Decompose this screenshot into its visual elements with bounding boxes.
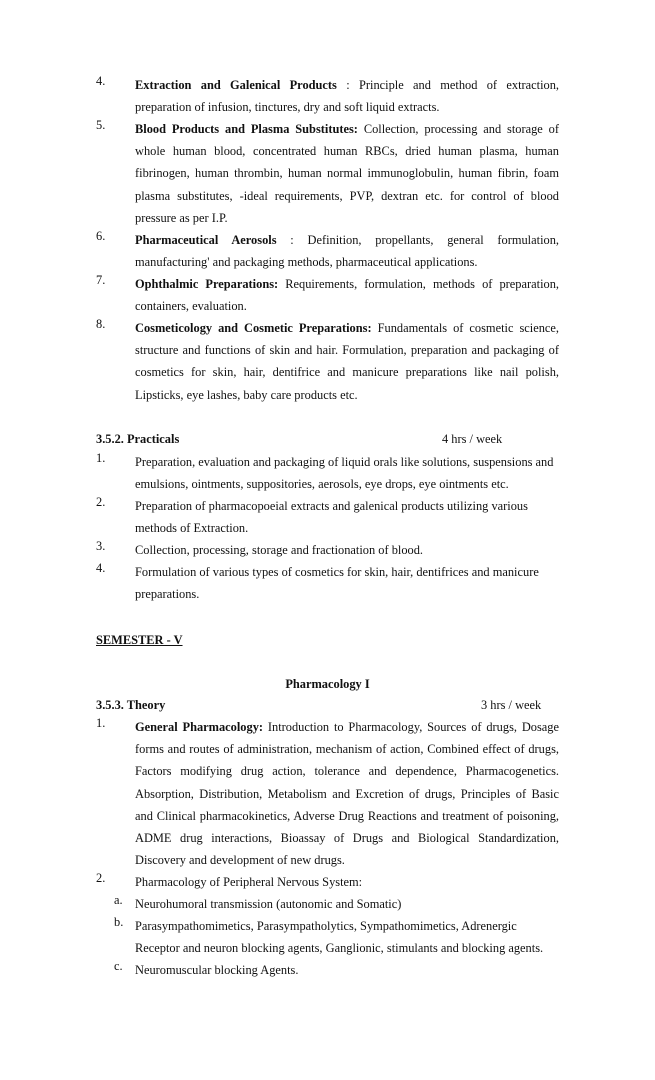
- sub-item-b: [114, 915, 559, 959]
- practical-item-1: [96, 451, 556, 495]
- theory-hours: 3 hrs / week: [481, 698, 542, 712]
- item-title: Blood Products and Plasma Substitutes:: [135, 122, 358, 136]
- item-title: Pharmaceutical Aerosols: [135, 233, 277, 247]
- item-separator: :: [336, 78, 359, 92]
- item-number: 7.: [96, 273, 106, 287]
- sub-item-letter: b.: [114, 915, 124, 929]
- semester-heading: SEMESTER - V: [96, 633, 183, 647]
- item-number: 2.: [96, 495, 106, 509]
- item-number: 3.: [96, 539, 106, 553]
- sub-item-text: Neurohumoral transmission (autonomic and Somatic): [135, 897, 402, 911]
- item-number: 6.: [96, 229, 106, 243]
- item-text: Pharmacology of Peripheral Nervous System:: [135, 875, 363, 889]
- theory-item-8: [96, 317, 559, 406]
- theory-heading: 3.5.3. Theory: [96, 698, 166, 712]
- item-text: Principle and method of extraction, preparation of infusion, tinctures, dry and soft liquid extracts.: [135, 78, 560, 115]
- theory-item-5: [96, 118, 559, 229]
- item-title: Cosmeticology and Cosmetic Preparations:: [135, 321, 372, 335]
- item-text: Preparation of pharmacopoeial extracts and galenical products utilizing various methods of Extraction.: [135, 499, 528, 536]
- item-number: 2.: [96, 871, 106, 885]
- item-title: Extraction and Galenical Products: [135, 78, 337, 92]
- item-title: Ophthalmic Preparations:: [135, 277, 279, 291]
- item-text: Preparation, evaluation and packaging of liquid orals like solutions, suspensions and emulsions, ointments, suppositories, aerosols, eye drops, eye ointments etc.: [135, 455, 554, 492]
- sub-item-text: Parasympathomimetics, Parasympatholytics, Sympathomimetics, Adrenergic Receptor and neuron blocking agents, Ganglionic, stimulants and blocking agents.: [135, 919, 544, 956]
- item-text: Formulation of various types of cosmetics for skin, hair, dentifrices and manicure preparations.: [135, 565, 539, 602]
- item-text: Requirements, formulation, methods of preparation, containers, evaluation.: [135, 277, 559, 314]
- practical-item-2: [96, 495, 556, 539]
- item-text: Introduction to Pharmacology, Sources of drugs, Dosage forms and routes of administration, mechanism of action, Combined effect of drugs, Factors modifying drug action, tolerance and dependence, Pharmacogenetics. Absorption, Distribution, Metabolism and Excretion of drugs, Principles of Basic and Clinical pharmacokinetics, Adverse Drug Reactions and treatment of poisoning, ADME drug interactions, Bioassay of Drugs and Biological Standardization, Discovery and development of new drugs.: [135, 720, 559, 868]
- sub-item-text: Neuromuscular blocking Agents.: [135, 963, 299, 977]
- sub-item-c: [114, 959, 559, 981]
- practical-item-4: [96, 561, 556, 605]
- item-text: Collection, processing, storage and fractionation of blood.: [135, 543, 424, 557]
- practicals-hours: 4 hrs / week: [442, 432, 503, 446]
- theory-item-6: [96, 229, 559, 273]
- item-number: 8.: [96, 317, 106, 331]
- practical-item-3: [96, 539, 556, 561]
- sub-item-letter: c.: [114, 959, 123, 973]
- theory-item-7: [96, 273, 559, 317]
- sub-item-letter: a.: [114, 893, 123, 907]
- item-number: 4.: [96, 74, 106, 88]
- item-number: 1.: [96, 451, 106, 465]
- pharmacology-item-2: [96, 871, 559, 893]
- item-number: 5.: [96, 118, 106, 132]
- item-separator: :: [276, 233, 308, 247]
- theory-item-4: [96, 74, 559, 118]
- pharmacology-item-1: [96, 716, 559, 871]
- item-text: Definition, propellants, general formulation, manufacturing' and packaging methods, pharmaceutical applications.: [135, 233, 559, 270]
- item-title: General Pharmacology:: [135, 720, 264, 734]
- practicals-heading: 3.5.2. Practicals: [96, 432, 180, 446]
- sub-item-a: [114, 893, 559, 915]
- item-text: Fundamentals of cosmetic science, structure and functions of skin and hair. Formulation, preparation and packaging of cosmetics for skin, hair, dentifrice and manicure preparations like nail polish, Lipsticks, eye lashes, baby care products etc.: [135, 321, 559, 402]
- item-number: 1.: [96, 716, 106, 730]
- item-number: 4.: [96, 561, 106, 575]
- subject-title: Pharmacology I: [285, 677, 370, 691]
- item-text: Collection, processing and storage of whole human blood, concentrated human RBCs, dried human plasma, human fibrinogen, human thrombin, human normal immunoglobulin, human fibrin, foam plasma substitutes, -ideal requirements, PVP, dextran etc. for control of blood pressure as per I.P.: [135, 122, 560, 225]
